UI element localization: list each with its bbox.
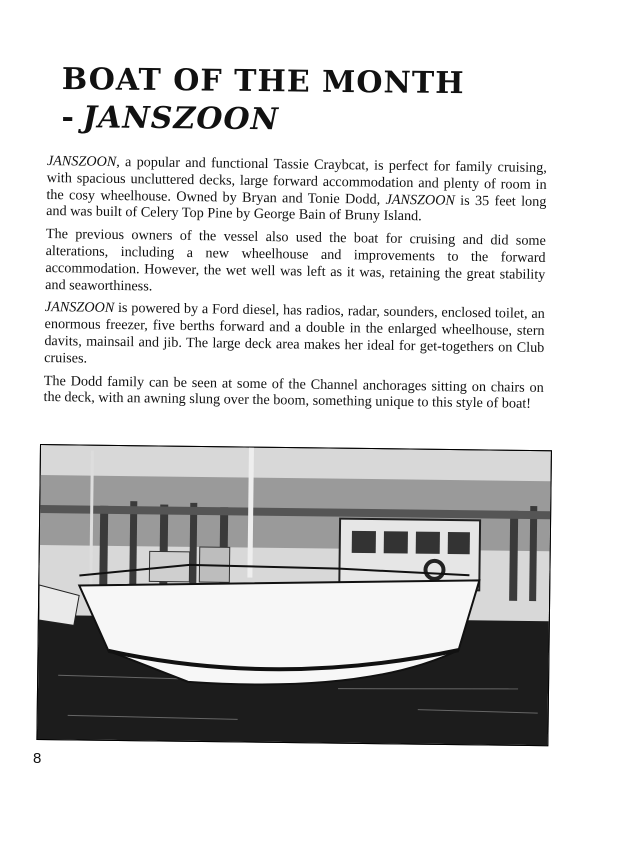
- paragraph-text: The previous owners of the vessel also used the boat for cruising and did some alterations, including a new wheelhouse and improvements to the forward accommodation. However, the wet well was left as it was, retaining the great stability and seaworthiness.: [45, 226, 546, 295]
- boat-name: JANSZOON: [385, 191, 456, 209]
- boat-name: JANSZOON: [46, 153, 117, 170]
- paragraph-2: [45, 226, 546, 300]
- title-boat-name: JANSZOON: [82, 100, 280, 138]
- paragraph-4: [43, 373, 543, 414]
- title-dash: -: [61, 99, 76, 136]
- article-body: [43, 153, 547, 419]
- page-title: [61, 62, 562, 141]
- boat-photo: [36, 444, 552, 746]
- boat-name: JANSZOON: [44, 299, 115, 317]
- paragraph-text: is 35 feet long and was built of Celery Top Pine by George Bain of Bruny Island.: [46, 192, 547, 225]
- title-line-2: [61, 100, 561, 141]
- page-number: 8: [33, 750, 42, 767]
- paragraph-text: , a popular and functional Tassie Craybcat, is perfect for family cruising, with spacious uncluttered decks, large forward accommodation and plenty of room in the cosy wheelhouse. Owned by Bryan and Tonie Dodd,: [46, 153, 547, 208]
- paragraph-3: [44, 299, 545, 373]
- title-line-1: BOAT OF THE MONTH: [61, 62, 465, 102]
- boat-photo-illustration: [37, 445, 551, 745]
- paragraph-text: is powered by a Ford diesel, has radios, radar, sounders, enclosed toilet, an enormous freezer, five berths forward and a double in the enlarged wheelhouse, stern davits, mainsail and jib. The large deck area makes her ideal for get-togethers on Club cruises.: [44, 300, 545, 367]
- paragraph-1: [46, 153, 547, 227]
- paragraph-text: The Dodd family can be seen at some of the Channel anchorages sitting on chairs on the deck, with an awning slung over the boom, something unique to this style of boat!: [43, 372, 544, 413]
